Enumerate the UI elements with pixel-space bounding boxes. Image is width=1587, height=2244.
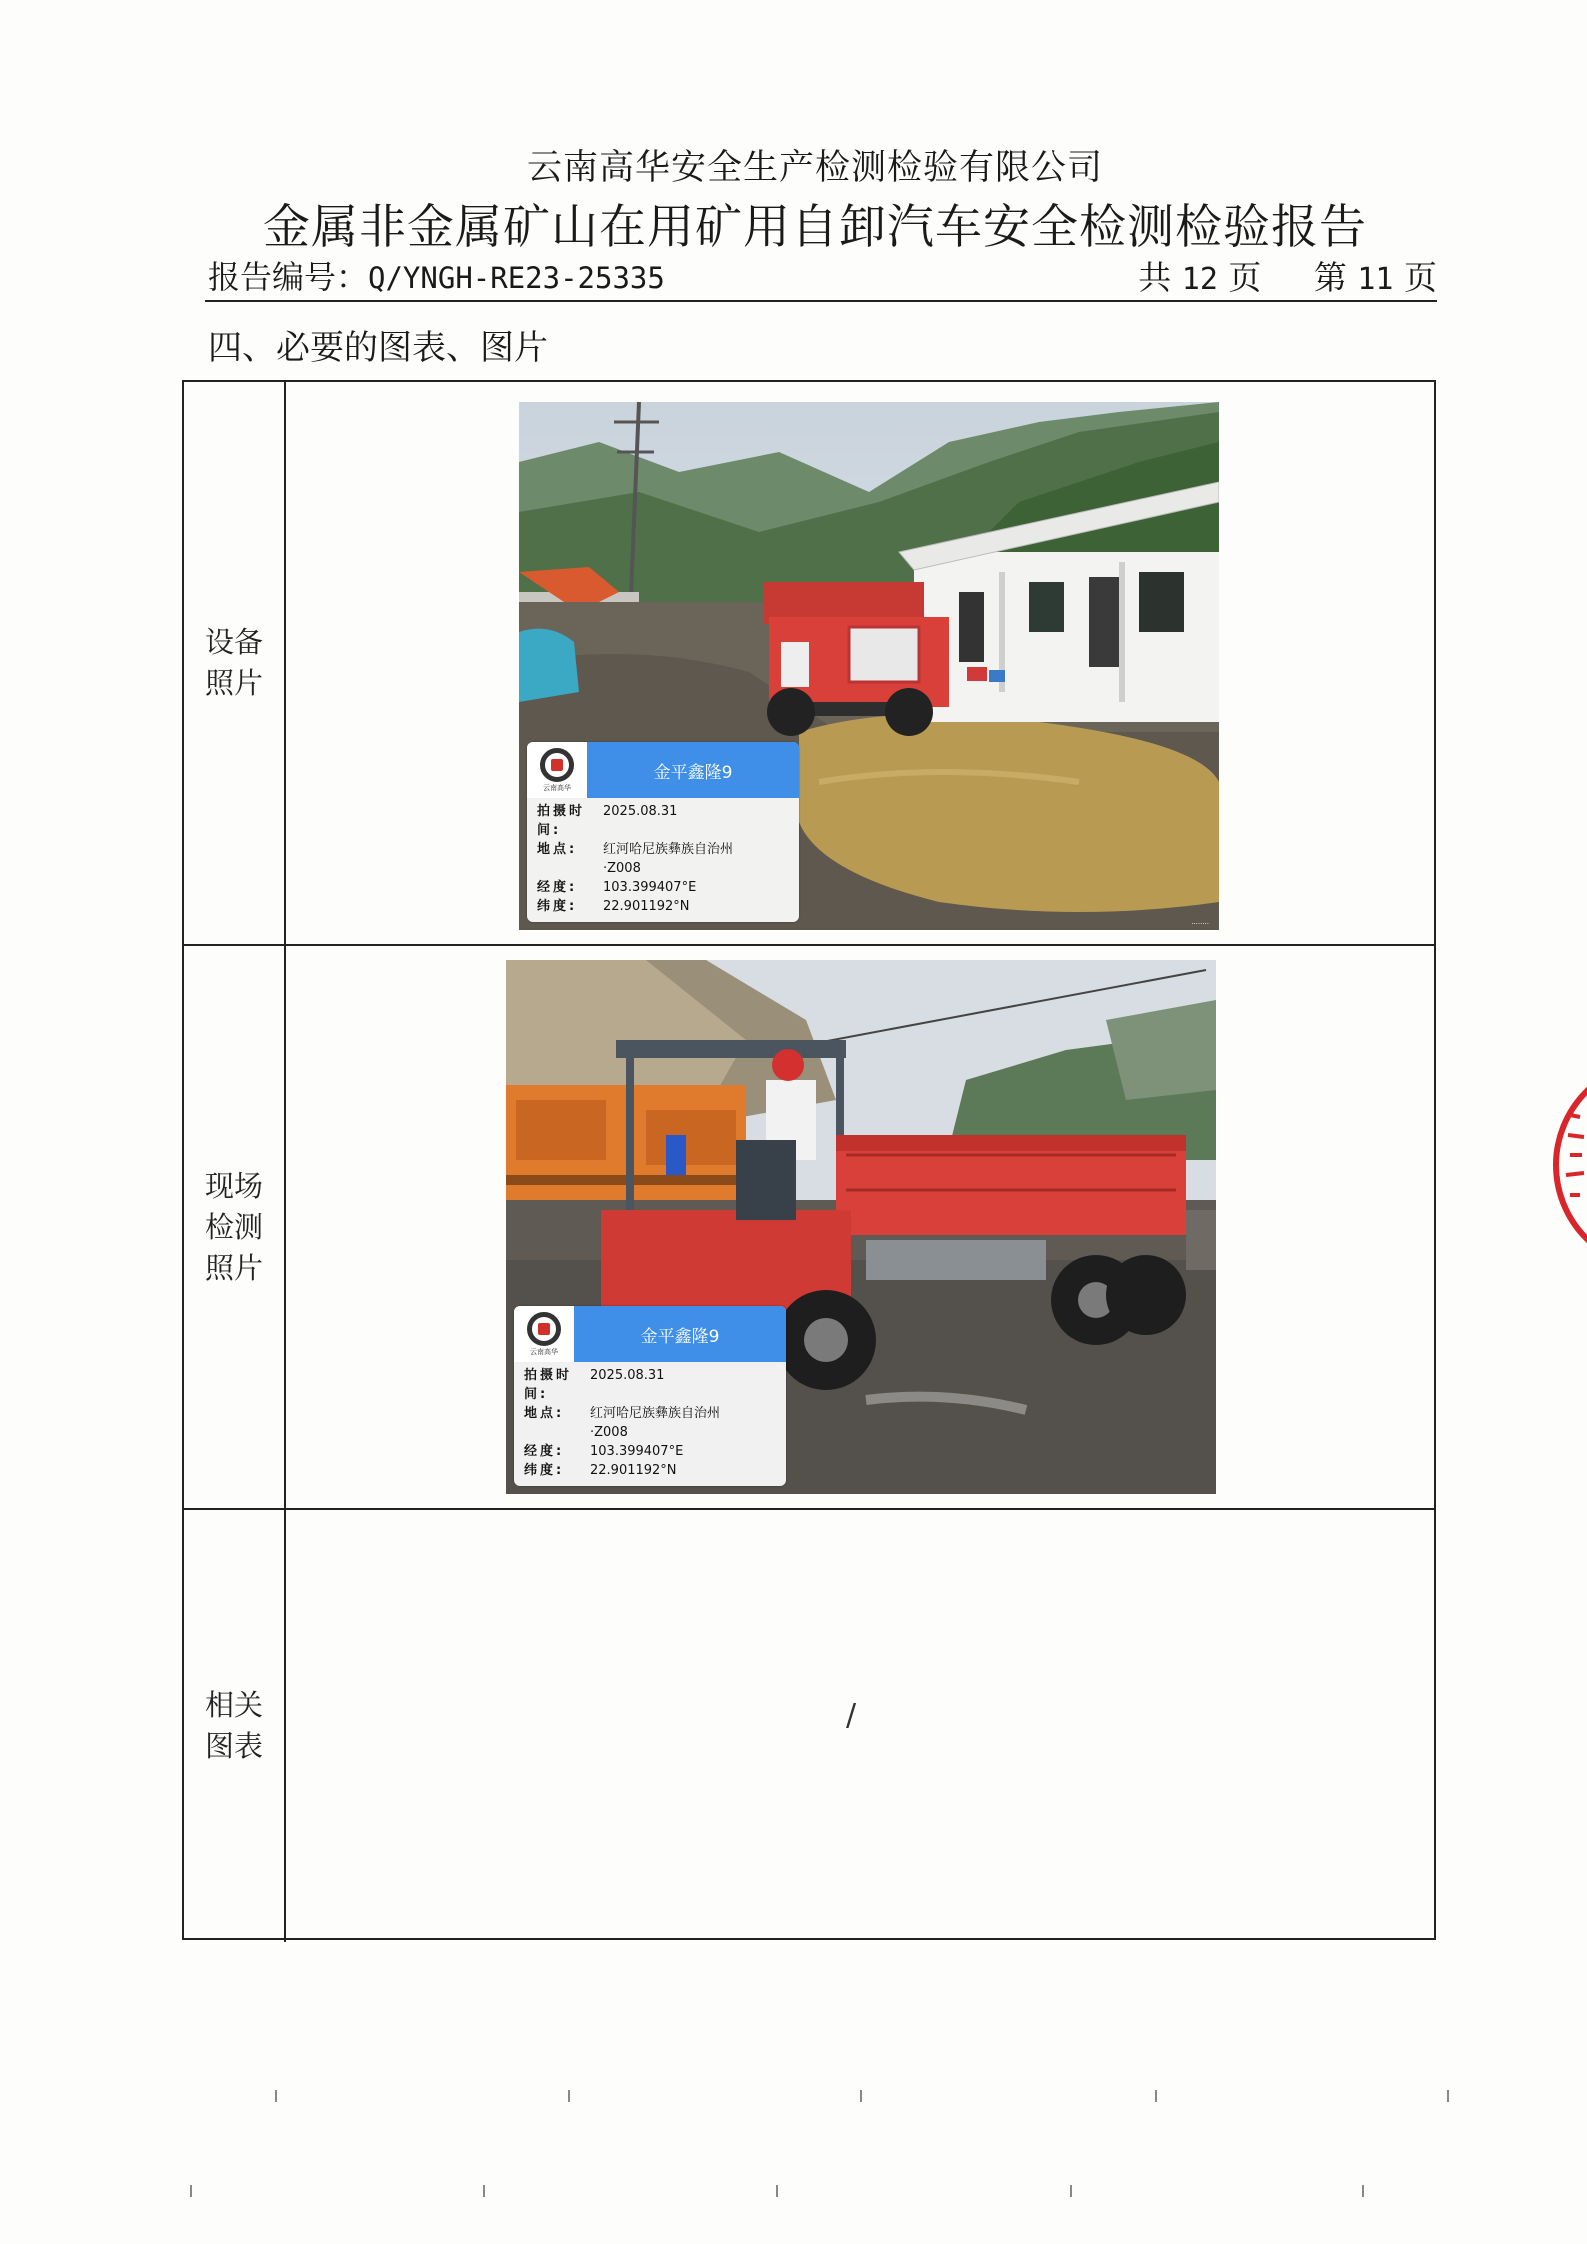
longitude	[524, 1442, 778, 1461]
report-number	[208, 252, 665, 298]
longitude-value: 103.399407°E	[590, 1444, 684, 1459]
company-logo	[514, 1306, 574, 1362]
latitude-label: 纬度:	[524, 1463, 565, 1478]
company-logo	[527, 742, 587, 798]
latitude	[537, 897, 791, 916]
location	[524, 1404, 778, 1423]
watermark-card	[514, 1306, 786, 1486]
latitude-value: 22.901192°N	[590, 1463, 677, 1478]
scan-mark	[1447, 2090, 1449, 2102]
watermark-header	[514, 1306, 786, 1362]
scan-mark	[275, 2090, 277, 2102]
logo-ring-icon	[540, 748, 574, 782]
logo-caption: 云南高华	[543, 783, 571, 792]
watermark-details	[514, 1362, 786, 1486]
total-pages: 12	[1181, 262, 1218, 297]
row-label-cell	[184, 382, 286, 944]
report-number-label: 报告编号：	[208, 258, 369, 296]
location-label: 地点:	[537, 842, 578, 857]
equipment-photo-row	[184, 382, 1434, 944]
project-name: 金平鑫隆9	[587, 742, 799, 798]
location-label: 地点:	[524, 1406, 565, 1421]
page-number: 11	[1357, 262, 1394, 297]
capture-time	[524, 1366, 778, 1404]
location-value-2: ·Z008	[603, 861, 641, 876]
spacer	[524, 1423, 590, 1442]
scan-mark	[568, 2090, 570, 2102]
scan-mark	[776, 2185, 778, 2197]
capture-time	[537, 802, 791, 840]
header-divider	[205, 300, 1437, 302]
page-indicator	[1138, 252, 1437, 299]
scan-mark	[483, 2185, 485, 2197]
latitude-value: 22.901192°N	[603, 899, 690, 914]
svg-text:........: ........	[1191, 918, 1209, 926]
longitude-label: 经度:	[537, 880, 578, 895]
company-name: 云南高华安全生产检测检验有限公司	[526, 148, 1103, 188]
row-label-cell	[184, 1510, 286, 1942]
project-name: 金平鑫隆9	[574, 1306, 786, 1362]
watermark-header	[527, 742, 799, 798]
longitude	[537, 878, 791, 897]
location-value: 红河哈尼族彝族自治州	[590, 1406, 721, 1421]
location-cont	[537, 859, 791, 878]
report-title: 金属非金属矿山在用矿用自卸汽车安全检测检验报告	[263, 200, 1367, 255]
related-charts-row	[184, 1508, 1434, 1942]
related-charts-content: /	[846, 1698, 857, 1733]
total-pages-unit: 页	[1228, 258, 1262, 297]
page-prefix: 第	[1313, 258, 1347, 297]
section-title: 四、必要的图表、图片	[208, 328, 548, 368]
scan-mark	[860, 2090, 862, 2102]
latitude	[524, 1461, 778, 1480]
capture-time-label: 拍摄时间:	[524, 1368, 573, 1402]
logo-ring-icon	[527, 1312, 561, 1346]
capture-time-label: 拍摄时间:	[537, 804, 586, 838]
figures-table	[182, 380, 1436, 1940]
watermark-details	[527, 798, 799, 922]
inspection-photo[interactable]	[506, 960, 1216, 1494]
latitude-label: 纬度:	[537, 899, 578, 914]
spacer	[537, 859, 603, 878]
report-number-value: Q/YNGH-RE23-25335	[368, 261, 665, 295]
location-cont	[524, 1423, 778, 1442]
total-pages-prefix: 共	[1138, 258, 1172, 297]
capture-time-value: 2025.08.31	[590, 1368, 665, 1383]
seal-stamp	[1540, 1055, 1587, 1275]
watermark-card	[527, 742, 799, 922]
longitude-value: 103.399407°E	[603, 880, 697, 895]
row-label: 现场检测照片	[204, 1168, 263, 1285]
inspection-photo-row	[184, 944, 1434, 1508]
equipment-photo[interactable]	[519, 402, 1219, 930]
location	[537, 840, 791, 859]
location-value-2: ·Z008	[590, 1425, 628, 1440]
row-label: 设备照片	[204, 625, 263, 700]
scan-mark	[1070, 2185, 1072, 2197]
page-unit: 页	[1404, 258, 1437, 297]
location-value: 红河哈尼族彝族自治州	[603, 842, 734, 857]
row-label-cell	[184, 946, 286, 1508]
row-label: 相关图表	[204, 1688, 263, 1763]
scan-mark	[1155, 2090, 1157, 2102]
capture-time-value: 2025.08.31	[603, 804, 678, 819]
logo-caption: 云南高华	[530, 1347, 558, 1356]
longitude-label: 经度:	[524, 1444, 565, 1459]
scan-mark	[190, 2185, 192, 2197]
scan-mark	[1362, 2185, 1364, 2197]
